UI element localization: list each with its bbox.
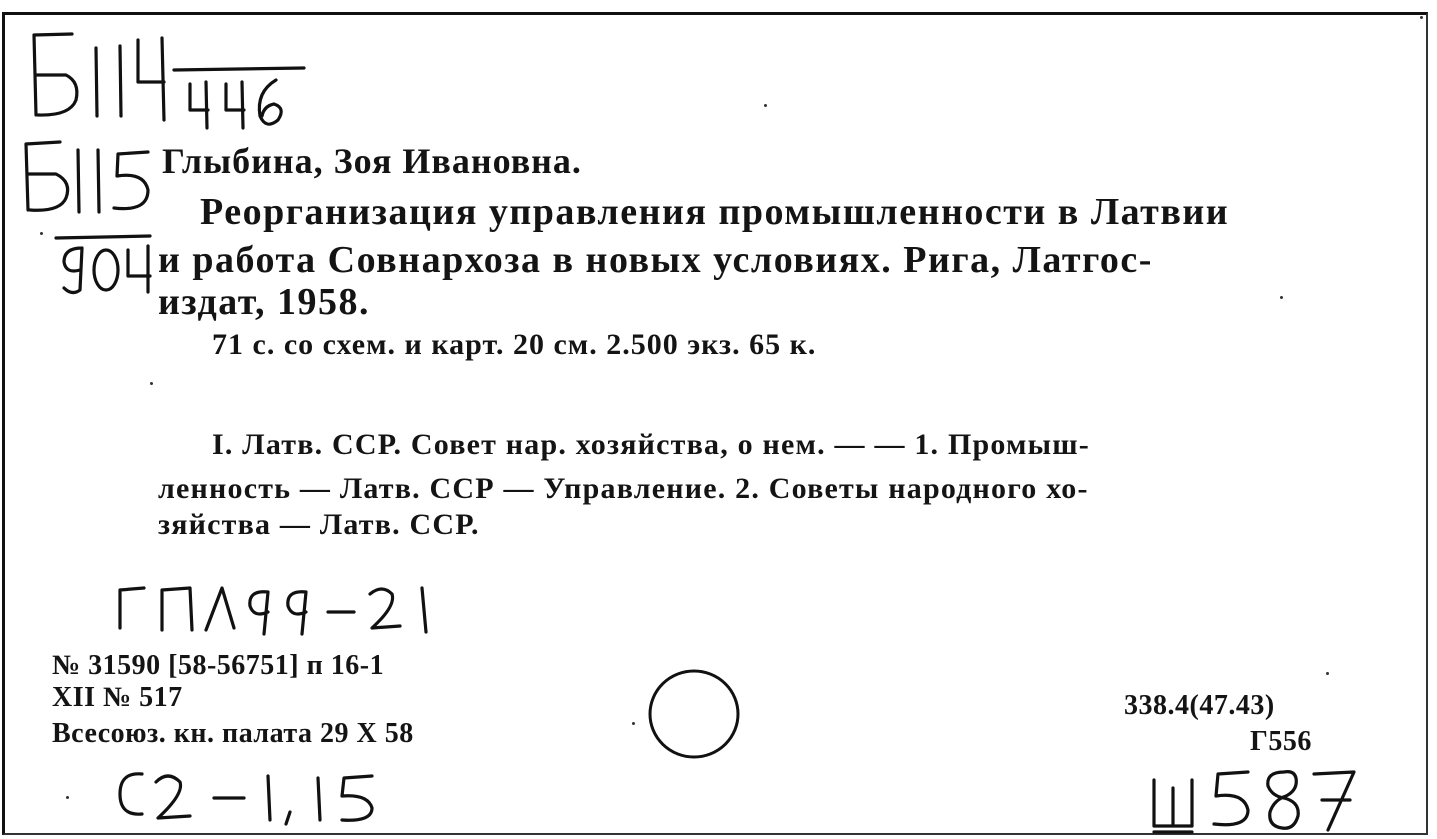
handwritten-shelf-mark bbox=[110, 572, 440, 642]
title-line-2: и работа Совнархоза в новых условиях. Рига, Латгос- bbox=[158, 239, 1153, 281]
scan-speck bbox=[632, 722, 635, 725]
scan-speck bbox=[150, 382, 153, 385]
imprint-line-3: Всесоюз. кн. палата 29 X 58 bbox=[52, 718, 414, 749]
author-mark: Г556 bbox=[1250, 726, 1312, 757]
subject-line-1: I. Латв. ССР. Совет нар. хозяйства, о нем. — — 1. Промыш- bbox=[212, 428, 1090, 461]
handwritten-bottom-left bbox=[110, 760, 400, 830]
udc-class: 338.4(47.43) bbox=[1124, 690, 1275, 721]
scan-speck bbox=[1420, 16, 1423, 19]
title-line-3: издат, 1958. bbox=[158, 281, 371, 323]
scan-speck bbox=[764, 104, 767, 107]
title-line-1: Реорганизация управления промышленности в Латвии bbox=[200, 191, 1230, 233]
handwritten-top-code bbox=[24, 20, 314, 135]
author-name: Глыбина, Зоя Ивановна. bbox=[162, 141, 582, 181]
handwritten-bottom-right bbox=[1144, 758, 1374, 838]
scan-speck bbox=[66, 796, 69, 799]
handwritten-second-code bbox=[20, 130, 170, 315]
scan-speck bbox=[1280, 296, 1283, 299]
subject-line-3: зяйства — Латв. ССР. bbox=[158, 508, 480, 541]
scan-speck bbox=[1326, 672, 1329, 675]
punch-hole-circle bbox=[646, 668, 746, 768]
imprint-line-1: № 31590 [58-56751] п 16-1 bbox=[52, 650, 385, 681]
imprint-line-2: XII № 517 bbox=[52, 682, 183, 713]
collation-line: 71 с. со схем. и карт. 20 см. 2.500 экз. 65 к. bbox=[212, 328, 817, 361]
subject-line-2: ленность — Латв. ССР — Управление. 2. Советы народного хо- bbox=[158, 472, 1089, 505]
scan-speck bbox=[40, 232, 43, 235]
